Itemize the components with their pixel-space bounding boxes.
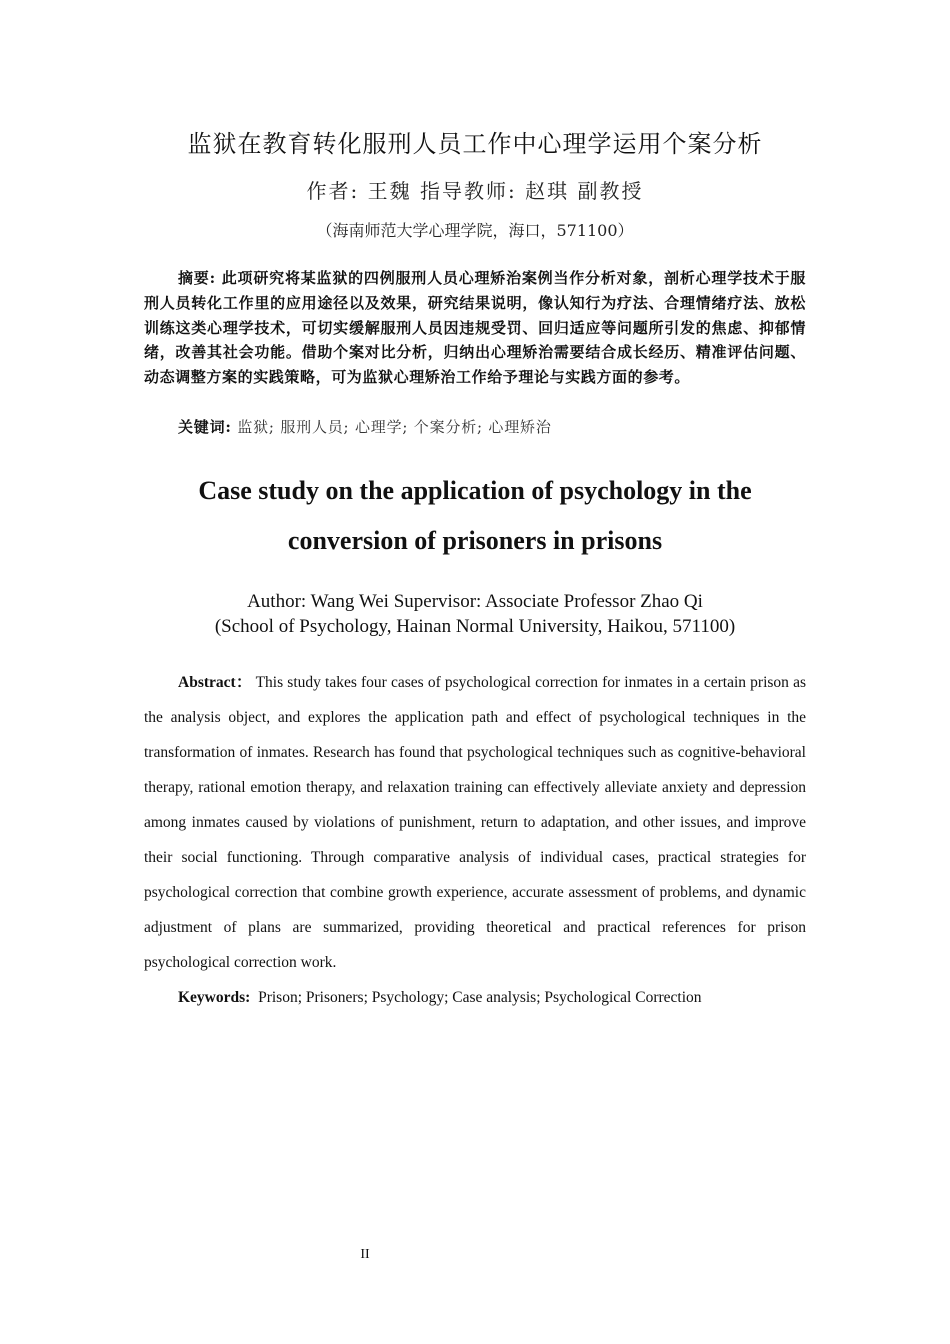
- chinese-affiliation: （海南师范大学心理学院，海口，571100）: [316, 221, 634, 240]
- chinese-abstract: [144, 266, 806, 390]
- english-title: [0, 466, 950, 566]
- english-affiliation: (School of Psychology, Hainan Normal University, Haikou, 571100): [214, 616, 736, 637]
- english-keywords-text: Prison; Prisoners; Psychology; Case analysis; Psychological Correction: [258, 989, 702, 1006]
- english-abstract-label: Abstract：: [178, 674, 252, 691]
- page-number: II: [360, 1247, 370, 1262]
- english-abstract: [144, 665, 806, 980]
- english-abstract-text: This study takes four cases of psychological correction for inmates in a certain prison as the analysis object, and explores the application path and effect of psychological techniques in the transformation of inmates. Research has found that psychological techniques such as cognitive-behavioral therapy, rational emotion therapy, and relaxation training can effectively alleviate anxiety and depression among inmates caused by violations of punishment, return to adaptation, and other issues, and improve their social functioning. Through comparative analysis of individual cases, practical strategies for psychological correction that combine growth experience, accurate assessment of problems, and dynamic adjustment of plans are summarized, providing theoretical and practical references for prison psychological correction work.: [144, 674, 806, 971]
- english-title-line-2: conversion of prisoners in prisons: [287, 526, 663, 555]
- chinese-abstract-label: 摘要:: [178, 269, 216, 287]
- english-title-line-1: Case study on the application of psychology in the: [198, 476, 752, 505]
- chinese-author-line: 作者: 王魏 指导教师: 赵琪 副教授: [306, 179, 644, 203]
- english-keywords-label: Keywords:: [178, 989, 251, 1006]
- chinese-keywords-text: 监狱; 服刑人员; 心理学; 个案分析; 心理矫治: [237, 418, 552, 436]
- chinese-keywords-label: 关键词:: [178, 418, 232, 436]
- english-keywords: [178, 980, 806, 1015]
- chinese-abstract-text: 此项研究将某监狱的四例服刑人员心理矫治案例当作分析对象，剖析心理学技术于服刑人员转化工作里的应用途径以及效果，研究结果说明，像认知行为疗法、合理情绪疗法、放松训练这类心理学技术，可切实缓解服刑人员因违规受罚、回归适应等问题所引发的焦虑、抑郁情绪，改善其社会功能。借助个案对比分析，归纳出心理矫治需要结合成长经历、精准评估问题、动态调整方案的实践策略，可为监狱心理矫治工作给予理论与实践方面的参考。: [144, 269, 806, 387]
- chinese-title: 监狱在教育转化服刑人员工作中心理学运用个案分析: [187, 130, 763, 158]
- chinese-keywords: [178, 415, 806, 439]
- english-author-line: Author: Wang Wei Supervisor: Associate Professor Zhao Qi: [247, 591, 703, 612]
